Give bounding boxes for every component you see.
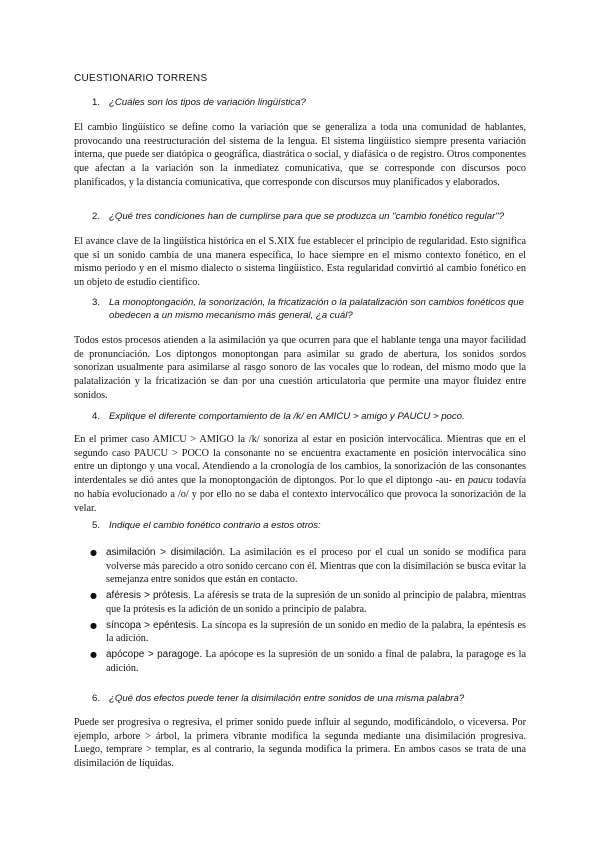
question-5 <box>92 519 532 532</box>
question-4 <box>92 410 532 423</box>
answer-3: Todos estos procesos atienden a la asimilación ya que ocurren para que el hablante tenga una mayor facilidad de pronunciación. Los diptongos monoptongan para asimilar su grado de abertura, los sonidos sordos sonorizan usualmente para asimilarse al rasgo sonoro de las vocales que lo rodean, del mismo modo que la palatalización y la fricatización se dan por una cuestión articulatoria que permite una mayor fluidez entre sonidos. <box>74 335 526 401</box>
question-number: 6. <box>92 693 101 704</box>
question-text: Explique el diferente comportamiento de la /k/ en AMICU > amigo y PAUCU > poco. <box>109 411 465 422</box>
answer-4-text-start: En el primer caso AMICU > AMIGO la /k/ sonoriza al estar en posición intervocálica. Mientras que en el segundo caso PAUCU > POCO la consonante no se encuentra exactamente en posición intervocálica sino entre un diptongo y una vocal. Atendiendo a la cronología de los cambios, la sonorización de las consonantes interdentales se dió antes que la monoptongación de diptongos. Por lo que el diptongo -au- en <box>74 434 526 487</box>
list-item-text: La apócope es la supresión de un sonido a final de palabra, la paragoge es la adición. <box>106 648 527 674</box>
bullet-icon: ● <box>90 649 97 659</box>
question-text: ¿Cuáles son los tipos de variación lingüística? <box>109 97 306 108</box>
list-item-term: apócope > paragoge. <box>106 648 203 660</box>
bullet-icon: ● <box>90 591 97 601</box>
question-text: ¿Qué dos efectos puede tener la disimilación entre sonidos de una misma palabra? <box>109 693 465 704</box>
question-number: 4. <box>92 411 101 422</box>
bullet-icon: ● <box>90 620 97 630</box>
question-text: La monoptongación, la sonorización, la fricatización o la palatalización son cambios fonéticos que obedecen a un mismo mecanismo más general, ¿a cuál? <box>109 297 524 321</box>
answer-4 <box>74 433 526 515</box>
contrary-changes-list <box>90 546 526 677</box>
question-number: 2. <box>92 211 101 222</box>
bullet-icon: ● <box>90 548 97 557</box>
list-item-term: asimilación > disimilación. <box>106 547 226 558</box>
question-number: 1. <box>92 97 101 108</box>
list-item <box>90 589 526 616</box>
question-number: 5. <box>92 520 101 531</box>
list-item <box>90 648 526 675</box>
document-title: CUESTIONARIO TORRENS <box>74 73 208 84</box>
list-item <box>90 619 526 646</box>
answer-2: El avance clave de la lingüística histórica en el S.XIX fue establecer el principio de regularidad. Esto significa que si un sonido cambia de una manera específica, lo hace siempre en el mismo contexto fonético, en el mismo periodo y en el mismo dialecto o sistema lingüístico. Esta regularidad convirtió al cambio fonético en un objeto de estudio científico. <box>74 236 526 289</box>
question-2 <box>92 210 532 223</box>
list-item-text: La asimilación es el proceso por el cual un sonido se modifica para volverse más parecido a otro sonido cercano con él. Mientras que con la disimilación se busca evitar la semejanza entre sonidos que están en contacto. <box>106 547 527 586</box>
list-item-text: La aféresis se trata de la supresión de un sonido al principio de palabra, mientras que la prótesis es la adición de un sonido a principio de palabra. <box>106 590 527 615</box>
question-number: 3. <box>92 297 101 308</box>
question-6 <box>92 692 532 705</box>
question-text: ¿Qué tres condiciones han de cumplirse para que se produzca un "cambio fonético regular"? <box>109 211 505 222</box>
list-item <box>90 546 526 587</box>
question-text: Indique el cambio fonético contrario a estos otros: <box>109 520 321 531</box>
answer-4-text-end: todavía no había evolucionado a /o/ y por ello no se daba el contexto intervocálico que provoca la sonorización de la velar. <box>74 475 526 514</box>
question-3 <box>92 296 532 322</box>
question-1 <box>92 96 532 109</box>
list-item-term: aféresis > prótesis. <box>106 590 191 602</box>
list-item-text: La síncopa es la supresión de un sonido en medio de la palabra, la epéntesis es la adición. <box>106 619 527 645</box>
answer-4-italic-word: paucu <box>467 475 493 487</box>
list-item-term: síncopa > epéntesis. <box>106 619 199 631</box>
answer-6: Puede ser progresiva o regresiva, el primer sonido puede influir al segundo, modificándolo, o viceversa. Por ejemplo, arbore > árbol, la primera vibrante modifica la segunda mediante una disimilación progresiva. Luego, temprare > templar, es al contrario, la segunda modifica la primera. En ambos casos se trata de una disimilación de líquidas. <box>74 717 526 770</box>
answer-1: El cambio lingüístico se define como la variación que se generaliza a toda una comunidad de hablantes, provocando una reestructuración del sistema de la lengua. El sistema lingüístico siempre presenta variación interna, que puede ser diatópica o geográfica, diastrática o social, y diafásica o de registro. Otros componentes que afectan a la variación son la inmediatez comunicativa, que se corresponde con discursos poco planificados, y la distancia comunicativa, que corresponde con discursos muy planificados y elaborados. <box>74 122 526 188</box>
